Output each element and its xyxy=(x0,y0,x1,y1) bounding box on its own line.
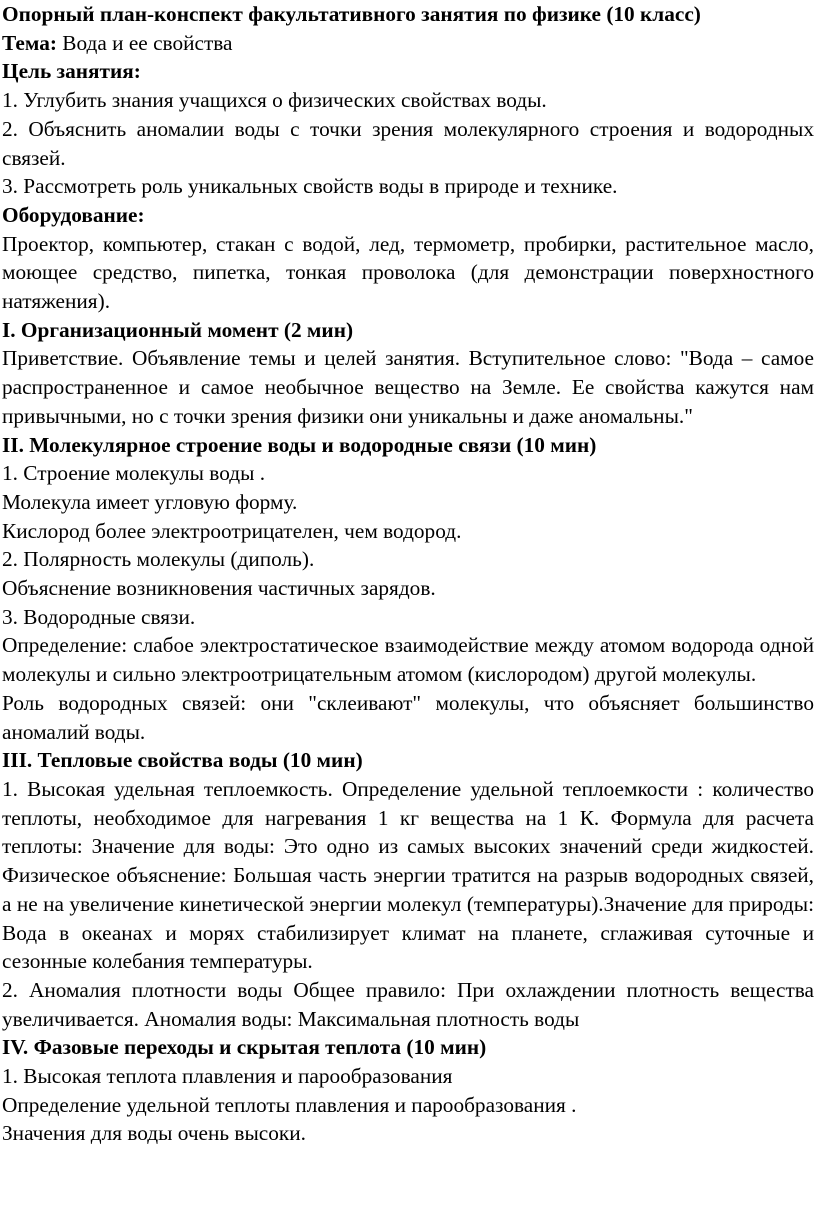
document-title: Опорный план-конспект факультативного занятия по физике (10 класс) xyxy=(2,2,701,26)
section-2-line-4: 2. Полярность молекулы (диполь). xyxy=(2,547,315,572)
topic-value: Вода и ее свойства xyxy=(56,30,233,55)
section-2-line-1: 1. Строение молекулы воды . xyxy=(2,461,266,486)
equipment-heading: Оборудование: xyxy=(2,202,145,227)
section-1-text: Приветствие. Объявление темы и целей занятия. Вступительное слово: "Вода – самое распространенное и самое необычное вещество на Земле. Ее свойства кажутся нам привычными, но с точки зрения физики они уникальны и даже аномальны." xyxy=(2,346,814,428)
section-2-line-2: Молекула имеет угловую форму. xyxy=(2,489,298,514)
section-4-line-2: Определение удельной теплоты плавления и парообразования . xyxy=(2,1092,577,1117)
section-3-heading: III. Тепловые свойства воды (10 мин) xyxy=(2,748,363,773)
section-2-line-8: Роль водородных связей: они "склеивают" молекулы, что объясняет большинство аномалий воды. xyxy=(2,690,814,744)
section-3-line-2: 2. Аномалия плотности воды Общее правило: При охлаждении плотность вещества увеличивается. Аномалия воды: Максимальная плотность воды xyxy=(2,977,814,1031)
goal-item-2: 2. Объяснить аномалии воды с точки зрения молекулярного строения и водородных связей. xyxy=(2,116,814,170)
section-4-line-3: Значения для воды очень высоки. xyxy=(2,1121,306,1146)
section-4-heading: IV. Фазовые переходы и скрытая теплота (10 мин) xyxy=(2,1035,487,1060)
goal-item-1: 1. Углубить знания учащихся о физических свойствах воды. xyxy=(2,88,547,113)
section-2-heading: II. Молекулярное строение воды и водородные связи (10 мин) xyxy=(2,432,597,457)
equipment-text: Проектор, компьютер, стакан с водой, лед, термометр, пробирки, растительное масло, моющее средство, пипетка, тонкая проволока (для демонстрации поверхностного натяжения). xyxy=(2,231,814,314)
section-2-line-7: Определение: слабое электростатическое взаимодействие между атомом водорода одной молекулы и сильно электроотрицательным атомом (кислородом) другой молекулы. xyxy=(2,633,814,687)
topic-label: Тема: xyxy=(2,30,57,55)
section-2-line-6: 3. Водородные связи. xyxy=(2,604,196,629)
section-3-line-1: 1. Высокая удельная теплоемкость. Определение удельной теплоемкости : количество теплоты, необходимое для нагревания 1 кг вещества на 1 К. Формула для расчета теплоты: Значение для воды: Это одно из самых высоких значений среди жидкостей. Физическое объяснение: Большая часть энергии тратится на разрыв водородных связей, а не на увеличение кинетической энергии молекул (температуры).Значение для природы: Вода в океанах и морях стабилизирует климат на планете, сглаживая суточные и сезонные колебания температуры. xyxy=(2,776,814,974)
topic-line xyxy=(2,29,814,58)
goal-item-3: 3. Рассмотреть роль уникальных свойств воды в природе и технике. xyxy=(2,174,618,199)
section-2-line-3: Кислород более электроотрицателен, чем водород. xyxy=(2,518,462,543)
goal-heading: Цель занятия: xyxy=(2,59,141,84)
section-1-heading: I. Организационный момент (2 мин) xyxy=(2,317,354,342)
section-2-line-5: Объяснение возникновения частичных зарядов. xyxy=(2,576,436,601)
section-4-line-1: 1. Высокая теплота плавления и парообразования xyxy=(2,1064,453,1089)
